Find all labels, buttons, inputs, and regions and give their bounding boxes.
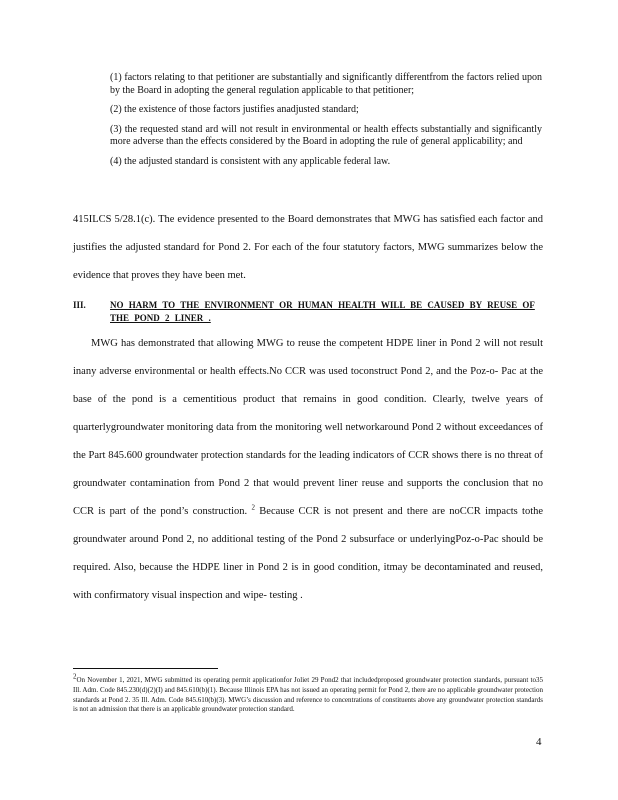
intro-paragraph-block: [73, 206, 543, 290]
footnote-text: On November 1, 2021, MWG submitted its operating permit applicationfor Joliet 29 Pond2 that includedproposed groundwater protection standards, pursuant to35 Ill. Adm. Code 845.230(d)(2)(I) and 845.610(b)(1). Because Illinois EPA has not issued an operating permit for Pond 2, there are no applicable groundwater protection standards at Pond 2. 35 Ill. Adm. Code 845.610(b)(3). MWG’s discussion and reference to concentrations of constituents above any groundwater protection standards is not an admission that there is an applicable groundwater protection standard.: [73, 676, 543, 714]
list-item: (1) factors relating to that petitioner are substantially and significantly differentfrom the factors relied upon by the Board in adopting the general regulation applicable to that petitioner;: [110, 72, 542, 96]
footnote-reference[interactable]: 2: [251, 503, 255, 512]
list-item: (2) the existence of those factors justifies anadjusted standard;: [110, 104, 359, 115]
footnote-divider: [73, 668, 218, 669]
footnote: [73, 672, 543, 715]
statutory-factors-list: [110, 72, 542, 175]
main-paragraph-part-2: Because CCR is not present and there are noCCR impacts tothe groundwater around Pond 2, no additional testing of the Pond 2 subsurface or underlyingPoz-o-Pac should be required. Also, because the HDPE liner in Pond 2 is in good condition, itmay be decontaminated and reused, with confirmatory visual inspection and wipe- testing .: [73, 506, 544, 601]
section-number: III.: [73, 300, 86, 310]
footnote-marker: 2: [73, 672, 77, 681]
main-paragraph-part-1: MWG has demonstrated that allowing MWG to reuse the competent HDPE liner in Pond 2 will not result inany adverse environmental or health effects.No CCR was used toconstruct Pond 2, and the Poz-o- Pac at the base of the pond is a cementitious product that remains in good condition. Clearly, twelve years of quarterlygroundwater monitoring data from the monitoring well networkaround Pond 2 without exceedances of the Part 845.600 groundwater protection standards for the leading indicators of CCR shows there is no threat of groundwater contamination from Pond 2 that would prevent liner reuse and supports the conclusion that no CCR is part of the pond’s construction.: [73, 338, 543, 517]
list-item: (4) the adjusted standard is consistent with any applicable federal law.: [110, 155, 391, 167]
intro-paragraph: 415ILCS 5/28.1(c). The evidence presented to the Board demonstrates that MWG has satisfied each factor and justifies the adjusted standard for Pond 2. For each of the four statutory factors, MWG summarizes below the evidence that proves they have been met.: [73, 214, 543, 281]
list-item: (3) the requested stand ard will not result in environmental or health effects substantially and significantly more adverse than the effects considered by the Board in adopting the rule of general applicability; and: [110, 123, 542, 147]
main-paragraph: [73, 330, 543, 610]
main-paragraph-block: [73, 330, 543, 610]
section-title: NO HARM TO THE ENVIRONMENT OR HUMAN HEALTH WILL BE CAUSED BY REUSE OF THE POND 2 LINER .: [110, 300, 535, 323]
page-number: 4: [536, 736, 542, 748]
